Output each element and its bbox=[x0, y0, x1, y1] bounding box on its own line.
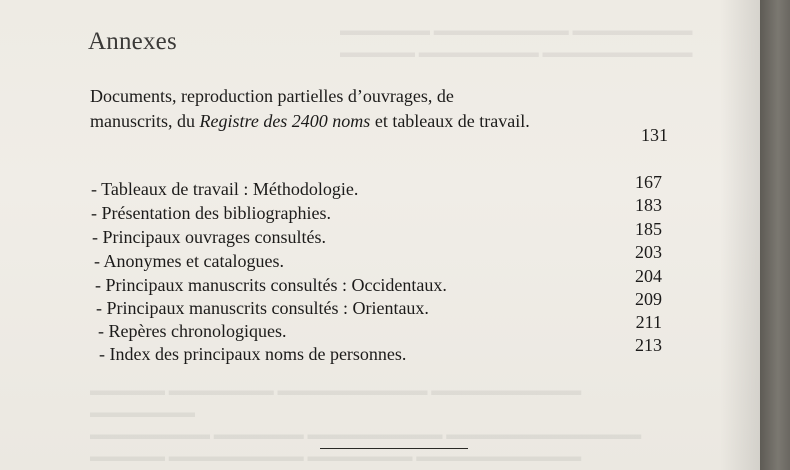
section-heading: Annexes bbox=[88, 28, 177, 55]
entry-label: - Principaux ouvrages consultés. bbox=[92, 227, 326, 247]
intro-text-end: et tableaux de travail. bbox=[370, 111, 530, 131]
entry-page-number: 209 bbox=[635, 289, 662, 309]
entry-page-number: 183 bbox=[635, 195, 662, 215]
intro-italic-title: Registre des 2400 noms bbox=[199, 111, 371, 131]
entry-label: - Tableaux de travail : Méthodologie. bbox=[91, 179, 359, 199]
intro-page-number: 131 bbox=[641, 125, 668, 145]
closing-rule bbox=[320, 448, 468, 449]
entry-label: - Repères chronologiques. bbox=[98, 321, 287, 341]
entry-page-number: 203 bbox=[635, 242, 662, 262]
entry-page-number: 211 bbox=[635, 312, 662, 332]
entry-page-number: 185 bbox=[635, 219, 662, 239]
intro-text-start: Documents, reproduction partielles d’ouvrages, de manuscrits, du bbox=[90, 86, 454, 131]
entry-label: - Présentation des bibliographies. bbox=[91, 203, 331, 223]
book-gutter bbox=[760, 0, 790, 470]
entry-label: - Anonymes et catalogues. bbox=[94, 251, 284, 271]
show-through-text-lower: ▬▬▬▬▬ ▬▬▬▬▬▬▬ ▬▬▬▬▬▬▬▬▬▬ ▬▬▬▬▬▬▬▬▬▬ ▬▬▬▬▬▬▬ ▬▬▬▬▬▬▬▬ ▬▬▬▬▬▬ ▬▬▬▬▬▬▬▬▬ ▬▬▬▬▬▬▬▬▬▬▬▬▬ ▬▬▬▬▬ ▬▬▬▬▬▬▬▬▬ ▬▬▬▬▬▬▬ ▬▬▬▬▬▬▬▬▬▬▬ bbox=[90, 383, 642, 465]
entry-label: - Principaux manuscrits consultés : Occidentaux. bbox=[95, 275, 447, 295]
entry-page-number: 167 bbox=[635, 172, 662, 192]
entry-label: - Principaux manuscrits consultés : Orientaux. bbox=[96, 298, 429, 318]
intro-paragraph bbox=[90, 84, 540, 134]
entry-page-number: 204 bbox=[635, 266, 662, 286]
show-through-text: ▬▬▬▬▬▬ ▬▬▬▬▬▬▬▬▬ ▬▬▬▬▬▬▬▬ ▬▬▬▬▬ ▬▬▬▬▬▬▬▬ ▬▬▬▬▬▬▬▬▬▬ bbox=[340, 23, 693, 61]
entry-label: - Index des principaux noms de personnes. bbox=[99, 344, 407, 364]
entry-page-number: 213 bbox=[635, 335, 662, 355]
